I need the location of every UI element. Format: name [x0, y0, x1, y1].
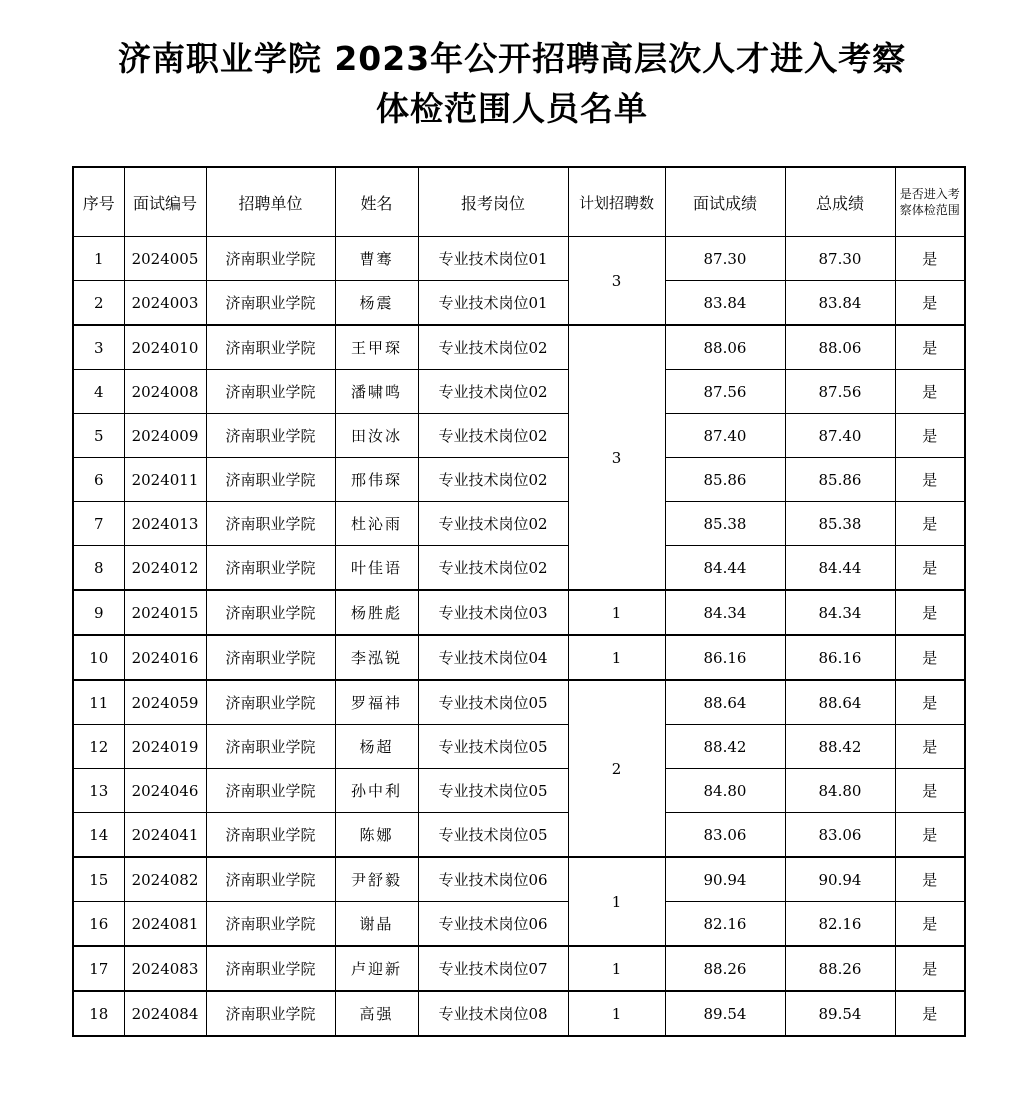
cell-seq: 15 [73, 857, 124, 902]
cell-name: 罗福祎 [335, 680, 418, 725]
cell-plan-count: 1 [568, 635, 665, 680]
cell-exam-id: 2024019 [124, 725, 206, 769]
table-row [73, 725, 965, 769]
cell-included: 是 [895, 991, 965, 1036]
cell-unit: 济南职业学院 [206, 370, 335, 414]
cell-name: 杜沁雨 [335, 502, 418, 546]
cell-plan-count: 1 [568, 946, 665, 991]
cell-included: 是 [895, 725, 965, 769]
cell-name: 邢伟琛 [335, 458, 418, 502]
cell-interview-score: 88.64 [665, 680, 785, 725]
cell-name: 曹骞 [335, 237, 418, 281]
cell-total-score: 84.44 [785, 546, 895, 591]
table-row [73, 769, 965, 813]
cell-unit: 济南职业学院 [206, 325, 335, 370]
cell-plan-count: 3 [568, 325, 665, 590]
table-row [73, 902, 965, 947]
cell-total-score: 86.16 [785, 635, 895, 680]
cell-total-score: 90.94 [785, 857, 895, 902]
cell-total-score: 87.40 [785, 414, 895, 458]
cell-total-score: 83.84 [785, 281, 895, 326]
cell-interview-score: 87.40 [665, 414, 785, 458]
cell-position: 专业技术岗位05 [418, 725, 568, 769]
cell-name: 谢晶 [335, 902, 418, 947]
cell-position: 专业技术岗位05 [418, 680, 568, 725]
cell-exam-id: 2024082 [124, 857, 206, 902]
cell-position: 专业技术岗位05 [418, 769, 568, 813]
cell-unit: 济南职业学院 [206, 857, 335, 902]
table-row [73, 281, 965, 326]
cell-total-score: 84.34 [785, 590, 895, 635]
cell-seq: 11 [73, 680, 124, 725]
cell-included: 是 [895, 458, 965, 502]
cell-name: 潘啸鸣 [335, 370, 418, 414]
cell-exam-id: 2024011 [124, 458, 206, 502]
header-position: 报考岗位 [418, 167, 568, 237]
table-row [73, 370, 965, 414]
cell-plan-count: 1 [568, 857, 665, 946]
cell-seq: 2 [73, 281, 124, 326]
cell-included: 是 [895, 813, 965, 858]
cell-exam-id: 2024010 [124, 325, 206, 370]
cell-interview-score: 83.06 [665, 813, 785, 858]
header-plan: 计划招聘数 [568, 167, 665, 237]
cell-position: 专业技术岗位06 [418, 902, 568, 947]
cell-position: 专业技术岗位04 [418, 635, 568, 680]
cell-interview-score: 87.30 [665, 237, 785, 281]
cell-position: 专业技术岗位05 [418, 813, 568, 858]
cell-unit: 济南职业学院 [206, 237, 335, 281]
cell-position: 专业技术岗位02 [418, 414, 568, 458]
cell-interview-score: 86.16 [665, 635, 785, 680]
cell-included: 是 [895, 590, 965, 635]
cell-interview-score: 89.54 [665, 991, 785, 1036]
cell-unit: 济南职业学院 [206, 813, 335, 858]
cell-position: 专业技术岗位02 [418, 458, 568, 502]
table-row [73, 991, 965, 1036]
cell-total-score: 89.54 [785, 991, 895, 1036]
cell-exam-id: 2024013 [124, 502, 206, 546]
cell-name: 叶佳语 [335, 546, 418, 591]
cell-total-score: 87.30 [785, 237, 895, 281]
header-unit: 招聘单位 [206, 167, 335, 237]
cell-position: 专业技术岗位08 [418, 991, 568, 1036]
cell-interview-score: 84.44 [665, 546, 785, 591]
cell-name: 孙中利 [335, 769, 418, 813]
cell-total-score: 87.56 [785, 370, 895, 414]
cell-unit: 济南职业学院 [206, 502, 335, 546]
header-interview-score: 面试成绩 [665, 167, 785, 237]
cell-total-score: 84.80 [785, 769, 895, 813]
table-row [73, 813, 965, 858]
cell-position: 专业技术岗位03 [418, 590, 568, 635]
cell-seq: 13 [73, 769, 124, 813]
cell-included: 是 [895, 946, 965, 991]
cell-unit: 济南职业学院 [206, 725, 335, 769]
cell-seq: 8 [73, 546, 124, 591]
cell-unit: 济南职业学院 [206, 590, 335, 635]
table-row [73, 857, 965, 902]
cell-total-score: 82.16 [785, 902, 895, 947]
cell-interview-score: 84.34 [665, 590, 785, 635]
cell-exam-id: 2024046 [124, 769, 206, 813]
cell-interview-score: 83.84 [665, 281, 785, 326]
cell-interview-score: 84.80 [665, 769, 785, 813]
cell-name: 高强 [335, 991, 418, 1036]
cell-total-score: 83.06 [785, 813, 895, 858]
cell-position: 专业技术岗位02 [418, 370, 568, 414]
cell-seq: 3 [73, 325, 124, 370]
cell-plan-count: 2 [568, 680, 665, 857]
cell-unit: 济南职业学院 [206, 902, 335, 947]
cell-seq: 18 [73, 991, 124, 1036]
cell-unit: 济南职业学院 [206, 946, 335, 991]
cell-exam-id: 2024059 [124, 680, 206, 725]
cell-name: 李泓锐 [335, 635, 418, 680]
cell-unit: 济南职业学院 [206, 680, 335, 725]
cell-interview-score: 88.06 [665, 325, 785, 370]
cell-position: 专业技术岗位02 [418, 546, 568, 591]
cell-unit: 济南职业学院 [206, 991, 335, 1036]
header-name: 姓名 [335, 167, 418, 237]
cell-position: 专业技术岗位07 [418, 946, 568, 991]
cell-unit: 济南职业学院 [206, 414, 335, 458]
cell-name: 王甲琛 [335, 325, 418, 370]
cell-unit: 济南职业学院 [206, 769, 335, 813]
cell-total-score: 88.26 [785, 946, 895, 991]
cell-plan-count: 3 [568, 237, 665, 326]
cell-seq: 10 [73, 635, 124, 680]
cell-name: 尹舒毅 [335, 857, 418, 902]
cell-included: 是 [895, 680, 965, 725]
cell-name: 杨震 [335, 281, 418, 326]
cell-interview-score: 90.94 [665, 857, 785, 902]
cell-exam-id: 2024015 [124, 590, 206, 635]
cell-included: 是 [895, 546, 965, 591]
cell-exam-id: 2024081 [124, 902, 206, 947]
cell-position: 专业技术岗位06 [418, 857, 568, 902]
cell-included: 是 [895, 769, 965, 813]
cell-exam-id: 2024008 [124, 370, 206, 414]
cell-total-score: 88.64 [785, 680, 895, 725]
cell-position: 专业技术岗位02 [418, 325, 568, 370]
cell-unit: 济南职业学院 [206, 635, 335, 680]
cell-plan-count: 1 [568, 590, 665, 635]
cell-included: 是 [895, 237, 965, 281]
cell-included: 是 [895, 325, 965, 370]
table-row [73, 458, 965, 502]
table-row [73, 546, 965, 591]
table-row [73, 325, 965, 370]
cell-seq: 14 [73, 813, 124, 858]
cell-exam-id: 2024084 [124, 991, 206, 1036]
cell-name: 卢迎新 [335, 946, 418, 991]
cell-exam-id: 2024083 [124, 946, 206, 991]
cell-included: 是 [895, 414, 965, 458]
cell-seq: 12 [73, 725, 124, 769]
cell-interview-score: 82.16 [665, 902, 785, 947]
cell-exam-id: 2024041 [124, 813, 206, 858]
cell-interview-score: 85.38 [665, 502, 785, 546]
document-title: 济南职业学院 2023年公开招聘高层次人才进入考察 [117, 39, 907, 78]
cell-seq: 6 [73, 458, 124, 502]
cell-exam-id: 2024009 [124, 414, 206, 458]
candidate-table [72, 166, 966, 1037]
cell-included: 是 [895, 635, 965, 680]
cell-seq: 5 [73, 414, 124, 458]
cell-included: 是 [895, 370, 965, 414]
table-row [73, 590, 965, 635]
cell-position: 专业技术岗位02 [418, 502, 568, 546]
cell-total-score: 88.42 [785, 725, 895, 769]
cell-included: 是 [895, 502, 965, 546]
cell-name: 杨超 [335, 725, 418, 769]
table-header-row [73, 167, 965, 237]
cell-seq: 4 [73, 370, 124, 414]
table-row [73, 946, 965, 991]
cell-interview-score: 88.42 [665, 725, 785, 769]
cell-name: 田汝冰 [335, 414, 418, 458]
table-row [73, 414, 965, 458]
table-body [73, 237, 965, 1037]
cell-included: 是 [895, 902, 965, 947]
cell-plan-count: 1 [568, 991, 665, 1036]
cell-total-score: 85.38 [785, 502, 895, 546]
cell-seq: 9 [73, 590, 124, 635]
cell-interview-score: 87.56 [665, 370, 785, 414]
document-subtitle: 体检范围人员名单 [376, 89, 648, 128]
cell-name: 杨胜彪 [335, 590, 418, 635]
header-included: 是否进入考察体检范围 [895, 167, 965, 237]
cell-seq: 17 [73, 946, 124, 991]
cell-interview-score: 88.26 [665, 946, 785, 991]
cell-position: 专业技术岗位01 [418, 237, 568, 281]
cell-exam-id: 2024005 [124, 237, 206, 281]
cell-exam-id: 2024012 [124, 546, 206, 591]
cell-exam-id: 2024003 [124, 281, 206, 326]
cell-seq: 16 [73, 902, 124, 947]
table-row [73, 635, 965, 680]
cell-included: 是 [895, 281, 965, 326]
cell-unit: 济南职业学院 [206, 281, 335, 326]
cell-interview-score: 85.86 [665, 458, 785, 502]
header-total-score: 总成绩 [785, 167, 895, 237]
table-row [73, 680, 965, 725]
cell-name: 陈娜 [335, 813, 418, 858]
cell-unit: 济南职业学院 [206, 546, 335, 591]
cell-seq: 7 [73, 502, 124, 546]
cell-position: 专业技术岗位01 [418, 281, 568, 326]
table-row [73, 502, 965, 546]
cell-included: 是 [895, 857, 965, 902]
cell-seq: 1 [73, 237, 124, 281]
table-row [73, 237, 965, 281]
header-seq: 序号 [73, 167, 124, 237]
cell-exam-id: 2024016 [124, 635, 206, 680]
cell-total-score: 88.06 [785, 325, 895, 370]
header-exam-id: 面试编号 [124, 167, 206, 237]
cell-unit: 济南职业学院 [206, 458, 335, 502]
cell-total-score: 85.86 [785, 458, 895, 502]
